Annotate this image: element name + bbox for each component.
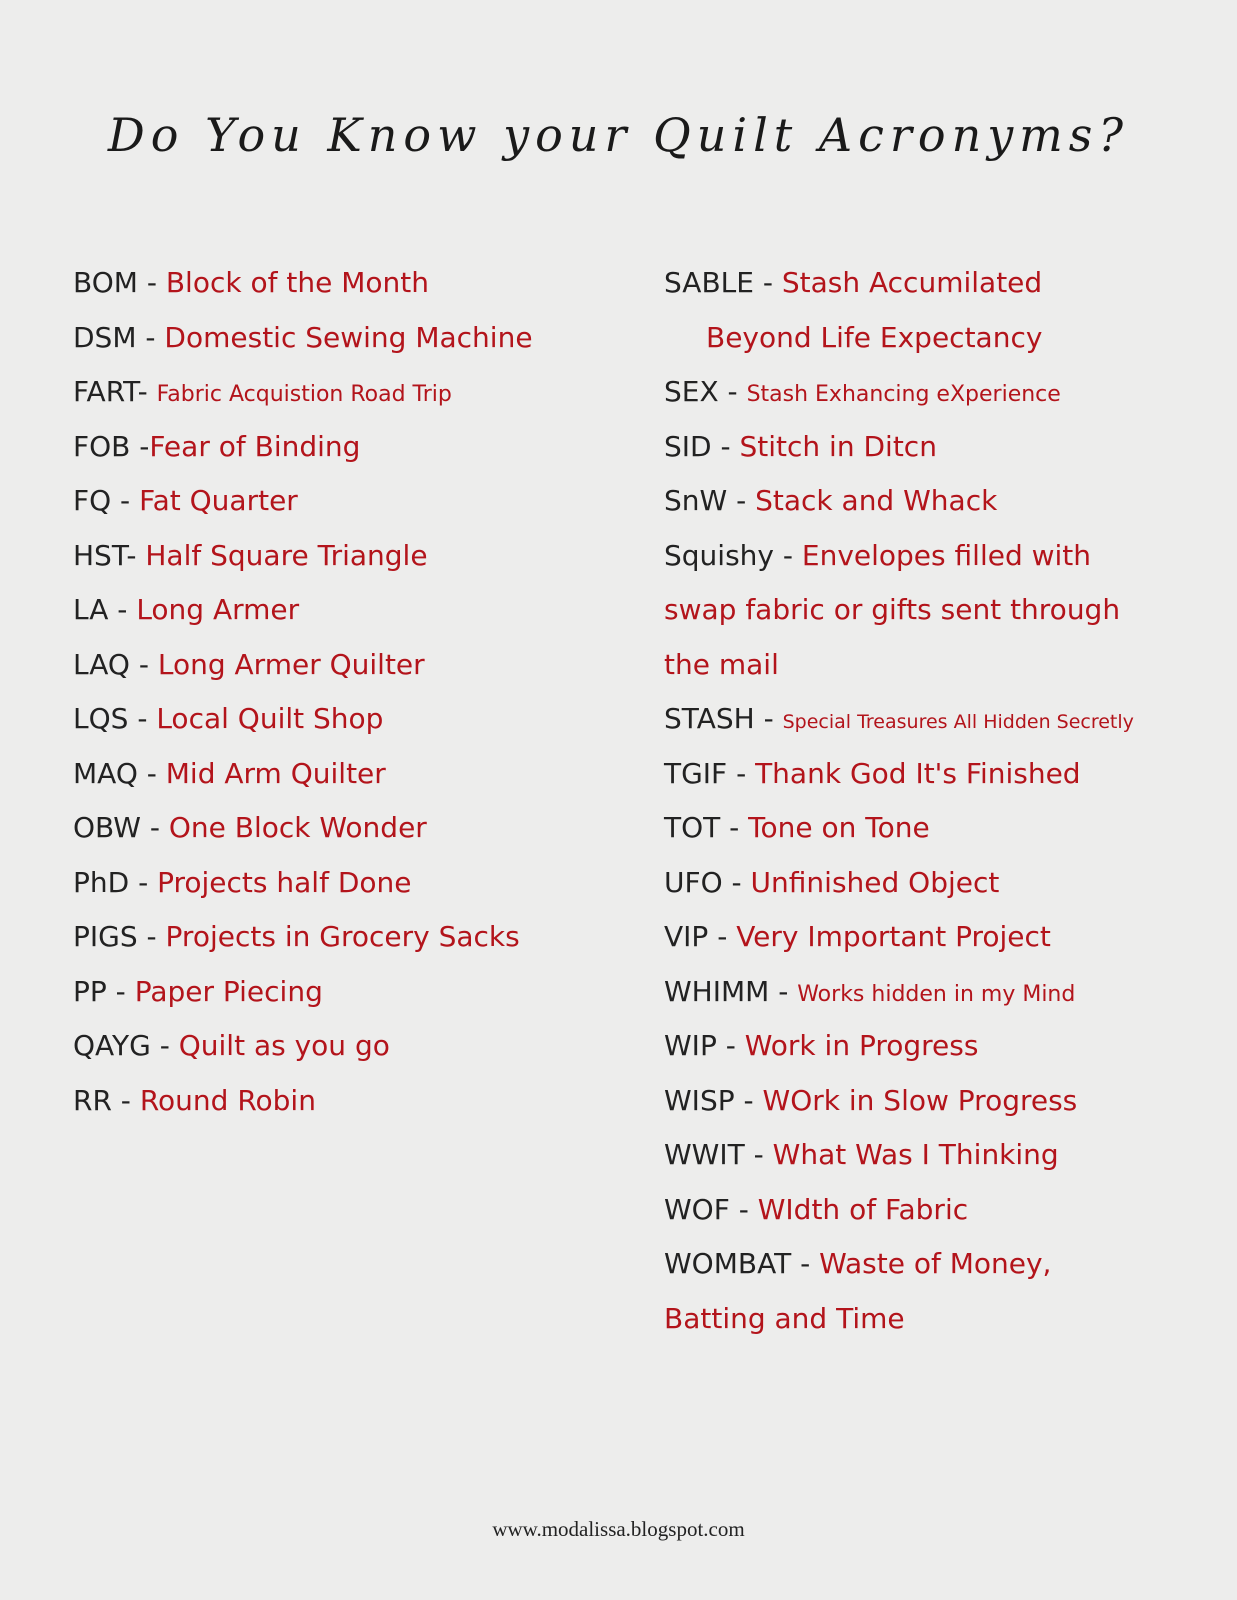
list-item bbox=[664, 692, 1134, 747]
definition: WOrk in Slow Progress bbox=[762, 1083, 1078, 1117]
definition: Stash Accumilated bbox=[781, 266, 1043, 299]
definition: Beyond Life Expectancy bbox=[706, 320, 1043, 354]
definition: Envelopes filled with bbox=[801, 538, 1092, 572]
acronym: Squishy - bbox=[664, 538, 802, 572]
list-item bbox=[73, 1074, 533, 1129]
list-item bbox=[664, 1019, 1134, 1074]
acronym: OBW - bbox=[73, 811, 169, 844]
definition: Stitch in Ditcn bbox=[739, 429, 937, 463]
definition: What Was I Thinking bbox=[772, 1138, 1059, 1171]
list-item bbox=[73, 1019, 533, 1074]
acronym: WIP - bbox=[664, 1029, 745, 1062]
acronym: STASH - bbox=[664, 702, 783, 735]
list-item bbox=[73, 965, 533, 1020]
list-item bbox=[664, 365, 1134, 420]
definition: Local Quilt Shop bbox=[156, 702, 384, 735]
definition: Fabric Acquistion Road Trip bbox=[156, 382, 452, 407]
definition: Tone on Tone bbox=[748, 811, 930, 844]
definition: Stash Exhancing eXperience bbox=[746, 382, 1061, 407]
acronym: RR - bbox=[73, 1083, 140, 1117]
list-item bbox=[664, 856, 1134, 911]
definition: Waste of Money, bbox=[819, 1247, 1052, 1280]
acronym: LQS - bbox=[73, 702, 157, 735]
definition: Round Robin bbox=[139, 1083, 316, 1117]
acronym: BOM - bbox=[73, 266, 166, 299]
definition: Works hidden in my Mind bbox=[797, 981, 1076, 1007]
definition: Unfinished Object bbox=[750, 865, 1000, 899]
acronym: HST- bbox=[73, 538, 146, 572]
acronym: UFO - bbox=[664, 865, 751, 899]
acronym: PIGS - bbox=[73, 920, 166, 953]
definition: Work in Progress bbox=[744, 1029, 979, 1062]
list-item bbox=[73, 256, 533, 311]
definition: Fat Quarter bbox=[139, 484, 298, 517]
definition: Quilt as you go bbox=[178, 1029, 390, 1062]
acronym: WOMBAT - bbox=[664, 1247, 820, 1280]
list-item bbox=[664, 529, 1134, 584]
acronym: WHIMM - bbox=[664, 974, 798, 1008]
acronym: WISP - bbox=[664, 1083, 763, 1117]
acronym: PP - bbox=[73, 974, 135, 1008]
list-item bbox=[664, 1237, 1134, 1292]
acronym: FART- bbox=[73, 375, 157, 408]
definition: Long Armer bbox=[136, 593, 300, 626]
list-item-continuation bbox=[664, 583, 1134, 638]
list-item bbox=[73, 420, 533, 475]
list-item-continuation bbox=[664, 311, 1134, 366]
list-item bbox=[664, 474, 1134, 529]
acronym: DSM - bbox=[73, 320, 165, 354]
list-item bbox=[73, 529, 533, 584]
acronym: FQ - bbox=[73, 484, 140, 517]
acronym: LA - bbox=[73, 593, 137, 626]
acronym: PhD - bbox=[73, 865, 158, 899]
list-item bbox=[73, 747, 533, 802]
definition: swap fabric or gifts sent through bbox=[664, 593, 1121, 626]
acronym: TGIF - bbox=[664, 756, 756, 790]
definition: Half Square Triangle bbox=[145, 538, 428, 572]
definition: Paper Piecing bbox=[134, 974, 323, 1008]
list-item bbox=[73, 365, 533, 420]
list-item-continuation bbox=[664, 1292, 1134, 1347]
acronym: QAYG - bbox=[73, 1029, 179, 1062]
acronym: TOT - bbox=[664, 811, 749, 844]
list-item bbox=[664, 747, 1134, 802]
acronym-list-right bbox=[664, 256, 1134, 1346]
acronym: VIP - bbox=[664, 920, 737, 953]
list-item bbox=[73, 856, 533, 911]
page-title: Do You Know your Quilt Acronyms? bbox=[107, 108, 1130, 162]
definition: Thank God It's Finished bbox=[755, 756, 1081, 790]
list-item bbox=[73, 311, 533, 366]
definition: Block of the Month bbox=[165, 266, 429, 299]
acronym-list-left bbox=[73, 256, 533, 1128]
acronym: MAQ - bbox=[73, 756, 166, 790]
acronym: WOF - bbox=[664, 1192, 758, 1226]
definition: One Block Wonder bbox=[168, 811, 427, 844]
list-item bbox=[73, 692, 533, 747]
acronym: SnW - bbox=[664, 484, 756, 517]
definition: WIdth of Fabric bbox=[757, 1192, 969, 1226]
list-item bbox=[664, 801, 1134, 856]
list-item bbox=[664, 910, 1134, 965]
list-item bbox=[664, 1183, 1134, 1238]
acronym: SABLE - bbox=[664, 266, 782, 299]
list-item-continuation bbox=[664, 638, 1134, 693]
list-item bbox=[73, 910, 533, 965]
list-item bbox=[664, 1074, 1134, 1129]
definition: Domestic Sewing Machine bbox=[164, 320, 533, 354]
definition: the mail bbox=[664, 647, 779, 681]
list-item bbox=[73, 474, 533, 529]
definition: Stack and Whack bbox=[755, 484, 998, 517]
definition: Long Armer Quilter bbox=[157, 647, 425, 681]
acronym: WWIT - bbox=[664, 1138, 773, 1171]
list-item bbox=[664, 256, 1134, 311]
definition: Projects half Done bbox=[157, 865, 412, 899]
definition: Fear of Binding bbox=[149, 429, 361, 463]
definition: Batting and Time bbox=[664, 1301, 905, 1335]
acronym: LAQ - bbox=[73, 647, 158, 681]
footer-url: www.modalissa.blogspot.com bbox=[492, 1517, 745, 1541]
list-item bbox=[73, 583, 533, 638]
list-item bbox=[73, 638, 533, 693]
list-item bbox=[73, 801, 533, 856]
acronym: SID - bbox=[664, 429, 740, 463]
acronym: SEX - bbox=[664, 375, 747, 408]
definition: Mid Arm Quilter bbox=[165, 756, 386, 790]
definition: Very Important Project bbox=[736, 920, 1051, 953]
definition: Special Treasures All Hidden Secretly bbox=[782, 711, 1134, 733]
list-item bbox=[664, 965, 1134, 1020]
acronym: FOB - bbox=[73, 429, 150, 463]
list-item bbox=[664, 1128, 1134, 1183]
definition: Projects in Grocery Sacks bbox=[165, 920, 520, 953]
list-item bbox=[664, 420, 1134, 475]
